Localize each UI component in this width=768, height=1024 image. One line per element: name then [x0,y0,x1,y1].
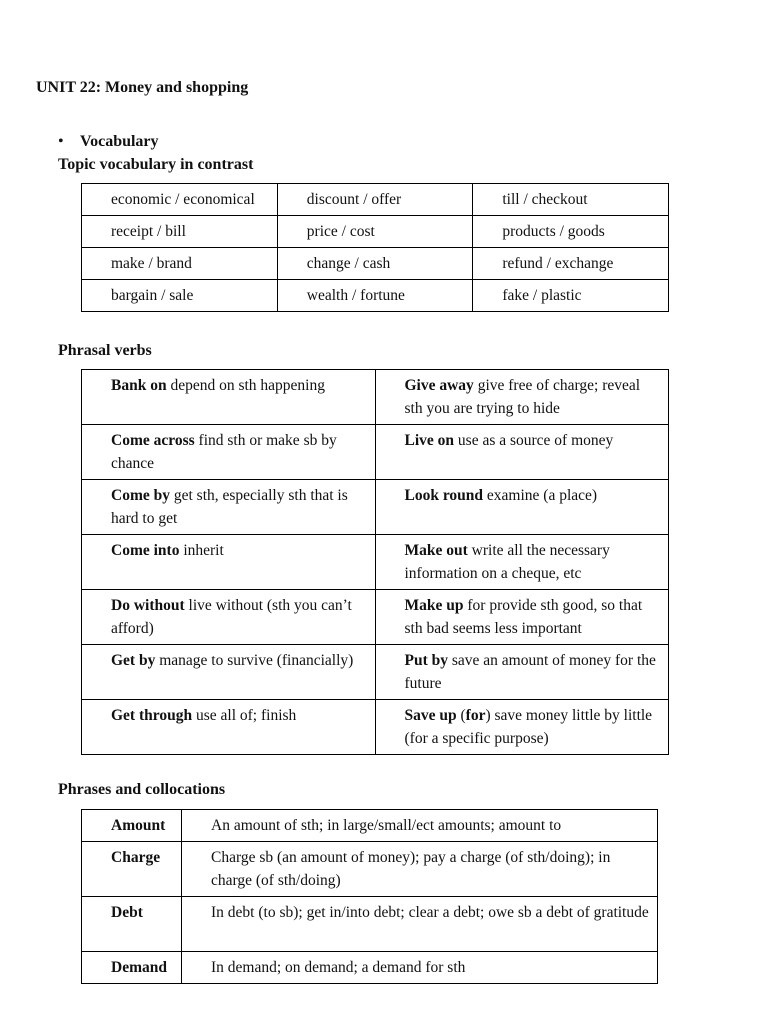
table-row [82,184,669,216]
phrasal-verb-cell [82,370,376,425]
table-row [82,216,669,248]
table-cell: wealth / fortune [277,280,473,312]
phrasal-verb-cell [375,590,669,645]
phrasal-verb-term: Save up [404,707,457,724]
phrasal-verb-term: Get by [111,652,156,669]
table-row [82,590,669,645]
table-cell: economic / economical [82,184,278,216]
phrasal-verb-cell [82,535,376,590]
table-cell: make / brand [82,248,278,280]
table-row [82,700,669,755]
collocation-word: Amount [82,810,182,842]
phrasal-verb-term: Come into [111,542,180,559]
collocation-text: In demand; on demand; a demand for sth [182,952,658,984]
phrases-collocations-heading: Phrases and collocations [58,781,226,798]
phrasal-verb-definition: examine (a place) [483,487,598,504]
phrasal-verb-definition: manage to survive (financially) [155,652,354,669]
phrasal-verb-cell [82,700,376,755]
phrasal-verb-definition: depend on sth happening [166,377,325,394]
table-cell: bargain / sale [82,280,278,312]
collocation-word: Debt [82,897,182,952]
table-row [82,280,669,312]
phrasal-verb-cell [82,590,376,645]
table-row [82,480,669,535]
phrasal-verb-cell [82,645,376,700]
table-cell: fake / plastic [473,280,669,312]
phrasal-verb-term: Live on [404,432,455,449]
unit-title: UNIT 22: Money and shopping [36,79,249,96]
table-row [82,370,669,425]
phrasal-verb-definition: find sth or make sb by chance [111,432,337,472]
phrasal-verb-connector: ( [456,707,466,724]
table-row [82,952,658,984]
phrasal-verb-term: Give away [404,377,474,394]
phrasal-verb-cell [82,425,376,480]
table-cell: receipt / bill [82,216,278,248]
phrasal-verb-definition: give free of charge; reveal sth you are trying to hide [404,377,641,417]
phrasal-verbs-heading: Phrasal verbs [58,342,152,359]
collocation-word: Charge [82,842,182,897]
collocation-text: An amount of sth; in large/small/ect amounts; amount to [182,810,658,842]
phrasal-verb-term: Look round [404,487,484,504]
table-row [82,810,658,842]
phrasal-verb-term: Get through [111,707,193,724]
phrasal-verb-definition: inherit [179,542,224,559]
vocabulary-label: Vocabulary [80,133,159,150]
table-cell: products / goods [473,216,669,248]
phrasal-verb-term: Bank on [111,377,167,394]
collocation-text: Charge sb (an amount of money); pay a charge (of sth/doing); in charge (of sth/doing) [182,842,658,897]
phrasal-verb-term: Come by [111,487,170,504]
bullet-icon: • [58,133,64,150]
table-row [82,425,669,480]
phrasal-verb-definition: write all the necessary information on a cheque, etc [404,542,610,582]
vocabulary-bullet [58,133,159,151]
phrasal-verb-definition: use all of; finish [192,707,297,724]
table-row [82,897,658,952]
phrasal-verb-definition: for provide sth good, so that sth bad seems less important [404,597,643,637]
phrasal-verb-definition: get sth, especially sth that is hard to get [111,487,348,527]
phrasal-verb-definition: ) save money little by little (for a specific purpose) [404,707,653,747]
phrasal-verb-cell [375,645,669,700]
phrasal-verb-cell [82,480,376,535]
table-row [82,248,669,280]
phrasal-verb-definition: live without (sth you can’t afford) [111,597,352,637]
phrasal-verb-term: Make out [404,542,468,559]
phrasal-verbs-table [81,369,669,755]
phrasal-verb-cell [375,425,669,480]
collocation-word: Demand [82,952,182,984]
phrasal-verb-term: Make up [404,597,464,614]
table-row [82,535,669,590]
collocation-text: In debt (to sb); get in/into debt; clear a debt; owe sb a debt of gratitude [182,897,658,952]
table-cell: price / cost [277,216,473,248]
phrasal-verb-term-particle: for [465,707,486,724]
table-row [82,645,669,700]
phrasal-verb-cell [375,370,669,425]
table-cell: refund / exchange [473,248,669,280]
phrasal-verb-cell [375,480,669,535]
phrasal-verb-definition: use as a source of money [454,432,614,449]
phrasal-verb-term: Come across [111,432,195,449]
phrasal-verb-term: Put by [404,652,448,669]
phrasal-verb-definition: save an amount of money for the future [404,652,656,692]
table-cell: discount / offer [277,184,473,216]
topic-vocabulary-heading: Topic vocabulary in contrast [58,156,254,173]
phrasal-verb-term: Do without [111,597,185,614]
phrasal-verb-cell [375,535,669,590]
table-cell: till / checkout [473,184,669,216]
collocations-table [81,809,658,984]
table-row [82,842,658,897]
table-cell: change / cash [277,248,473,280]
vocabulary-table [81,183,669,312]
phrasal-verb-cell [375,700,669,755]
